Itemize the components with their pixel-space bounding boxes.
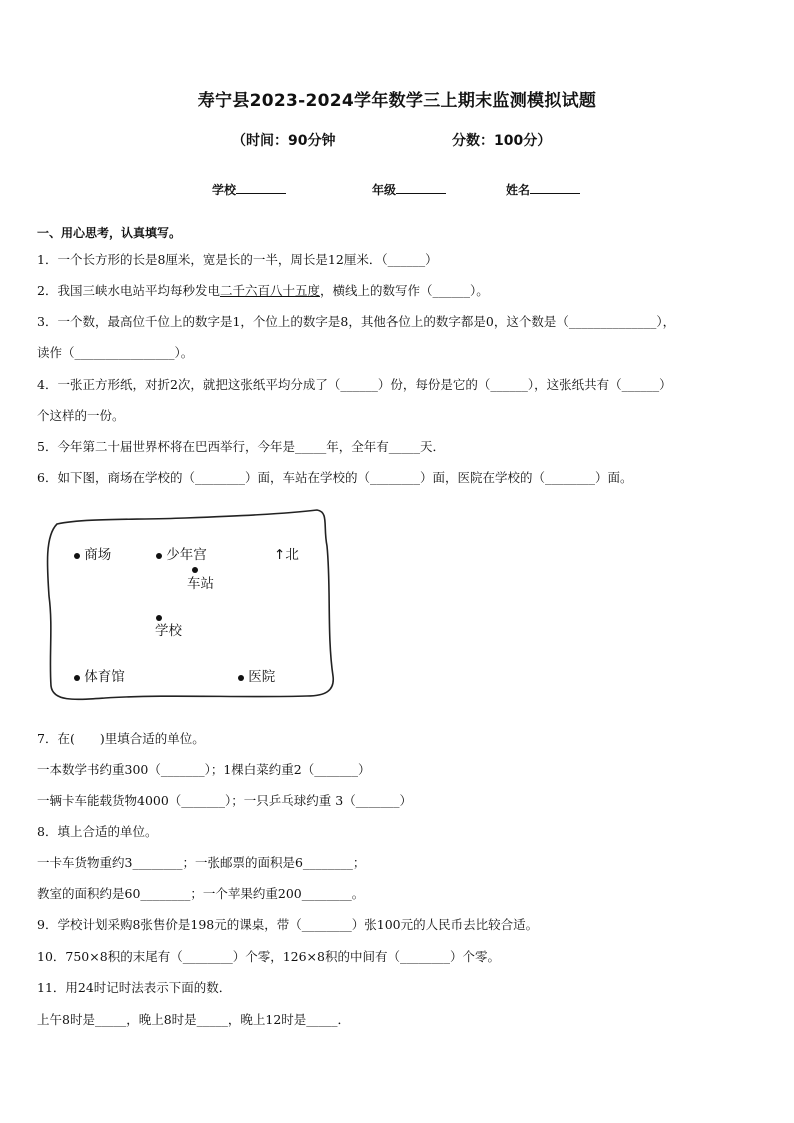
question-3-line-2: 读作（________________）。 xyxy=(37,345,194,360)
question-1: 1．一个长方形的长是8厘米，宽是长的一半，周长是12厘米．（______） xyxy=(37,252,438,267)
map-point-youth-palace xyxy=(156,543,207,563)
question-10: 10．750×8积的末尾有（________）个零，126×8积的中间有（________）个零。 xyxy=(37,949,500,964)
question-5: 5．今年第二十届世界杯将在巴西举行，今年是_____年，全年有_____天． xyxy=(37,439,445,454)
north-indicator xyxy=(274,543,299,563)
exam-meta xyxy=(232,130,552,150)
station-label: 车站 xyxy=(187,576,214,592)
grade-field[interactable] xyxy=(372,181,446,198)
section-heading: 一、用心思考，认真填写。 xyxy=(37,226,182,240)
question-8-line-b: 教室的面积约是60________；一个苹果约重200________。 xyxy=(37,886,365,901)
school-field[interactable] xyxy=(212,181,286,198)
grade-label: 年级 xyxy=(372,183,397,197)
map-point-gym xyxy=(74,665,125,685)
question-7: 7．在( )里填合适的单位。 xyxy=(37,731,205,746)
question-8-line-a: 一卡车货物重约3________；一张邮票的面积是6________； xyxy=(37,855,366,870)
question-6: 6．如下图，商场在学校的（________）面，车站在学校的（________）面，医院在学校的（________）面。 xyxy=(37,470,633,485)
north-label: 北 xyxy=(285,547,299,563)
page-title: 寿宁县2023-2024学年数学三上期末监测模拟试题 xyxy=(197,91,597,111)
question-7-line-a: 一本数学书约重300（_______）；1棵白菜约重2（_______） xyxy=(37,762,371,777)
question-8: 8．填上合适的单位。 xyxy=(37,824,158,839)
question-2-start: 2．我国三峡水电站平均每秒发电 xyxy=(37,283,220,298)
question-3-line-1: 3．一个数，最高位千位上的数字是1，个位上的数字是8，其他各位上的数字都是0，这个数是（______________）， xyxy=(37,314,676,329)
exam-time: （时间：90分钟 xyxy=(232,133,336,149)
map-point-hospital xyxy=(238,665,275,685)
mall-dot xyxy=(74,553,80,559)
question-11: 11．用24时记时法表示下面的数． xyxy=(37,980,232,995)
gym-dot xyxy=(74,675,80,681)
youth-palace-label: 少年宫 xyxy=(166,547,207,563)
direction-map xyxy=(45,506,340,706)
exam-score: 分数：100分） xyxy=(452,133,552,149)
grade-blank[interactable] xyxy=(396,181,446,194)
map-point-mall xyxy=(74,543,111,563)
school-blank[interactable] xyxy=(236,181,286,194)
youth-palace-dot xyxy=(156,553,162,559)
gym-label: 体育馆 xyxy=(84,669,125,685)
school-label-map: 学校 xyxy=(155,623,182,639)
question-4-line-2: 个这样的一份。 xyxy=(37,408,125,423)
question-11-line-a: 上午8时是_____，晚上8时是_____，晚上12时是_____． xyxy=(37,1012,351,1027)
name-field[interactable] xyxy=(506,181,580,198)
name-blank[interactable] xyxy=(530,181,580,194)
hospital-dot xyxy=(238,675,244,681)
question-2 xyxy=(37,281,489,299)
question-2-end: ，横线上的数写作（______）。 xyxy=(319,283,489,298)
hospital-label: 医院 xyxy=(248,669,276,685)
question-7-line-b: 一辆卡车能载货物4000（_______）；一只乒乓球约重 3（_______） xyxy=(37,793,412,808)
school-label: 学校 xyxy=(212,183,237,197)
name-label: 姓名 xyxy=(506,183,531,197)
question-2-underlined: 二千六百八十五度 xyxy=(219,283,320,298)
question-9: 9．学校计划采购8张售价是198元的课桌，带（________）张100元的人民币去比较合适。 xyxy=(37,917,539,932)
north-arrow-icon: ↑ xyxy=(274,547,286,563)
question-4-line-1: 4．一张正方形纸，对折2次，就把这张纸平均分成了（______）份，每份是它的（______），这张纸共有（______） xyxy=(37,377,672,392)
mall-label: 商场 xyxy=(84,547,112,563)
